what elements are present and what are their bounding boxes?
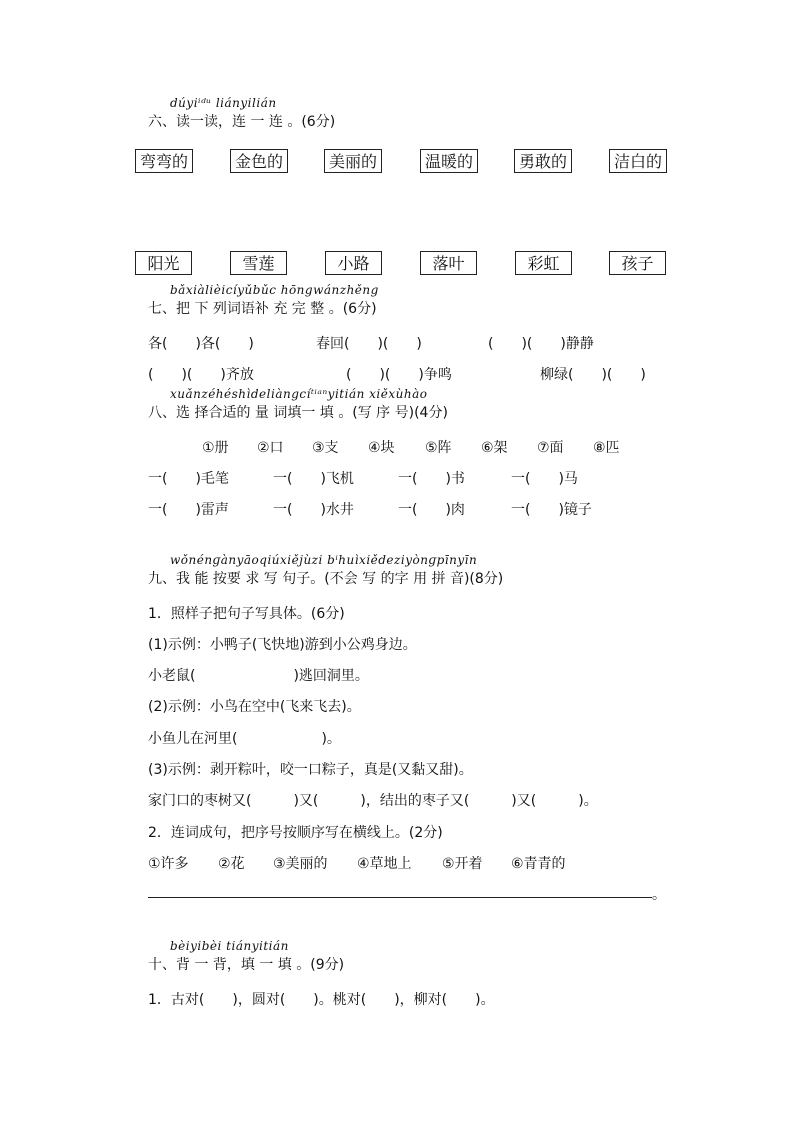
example-3: (3)示例：剥开粽叶，咬一口粽子，真是(又黏又甜)。	[148, 762, 473, 778]
option-item: ⑥架	[481, 440, 508, 456]
measure-blank[interactable]: 一( )水井	[273, 502, 354, 518]
section6-pinyin: dúyiⁱᵈᵘ liányilián	[170, 96, 277, 110]
bottom-word-box[interactable]: 阳光	[135, 251, 192, 275]
fill-item[interactable]: 各( )各( )	[148, 336, 254, 352]
option-item: ③支	[312, 440, 339, 456]
word-item: ②花	[218, 856, 245, 872]
question-2: 2．连词成句，把序号按顺序写在横线上。(2分)	[148, 825, 443, 841]
section8-heading: 八、选 择合适的 量 词填一 填 。(写 序 号)(4分)	[148, 405, 448, 421]
answer-line[interactable]	[148, 897, 652, 898]
section9-heading: 九、我 能 按要 求 写 句子。(不会 写 的字 用 拼 音)(8分)	[148, 571, 504, 587]
word-item: ④草地上	[357, 856, 412, 872]
answer-1[interactable]: 小老鼠( )逃回洞里。	[148, 668, 369, 684]
top-word-box[interactable]: 洁白的	[609, 149, 667, 173]
fill-item[interactable]: ( )( )齐放	[148, 367, 254, 383]
measure-blank[interactable]: 一( )毛笔	[148, 471, 229, 487]
option-item: ⑦面	[537, 440, 564, 456]
section7-pinyin: bǎxiàlièicíyǔbǔc hōngwánzhěng	[170, 283, 379, 297]
fill-item[interactable]: ( )( )争鸣	[346, 367, 452, 383]
option-item: ④块	[368, 440, 395, 456]
top-word-box[interactable]: 美丽的	[324, 149, 382, 173]
option-item: ①册	[202, 440, 229, 456]
section7-heading: 七、把 下 列词语补 充 完 整 。(6分)	[148, 301, 377, 317]
word-item: ①许多	[148, 856, 189, 872]
top-word-box[interactable]: 金色的	[230, 149, 288, 173]
section9-pinyin: wǒnénɡànyāoqiúxiějùzi bⁱhuìxiědeziyònɡpīnyīn	[170, 553, 478, 567]
section6-heading: 六、读一读，连 一 连 。(6分)	[148, 114, 336, 130]
fill-item[interactable]: 春回( )( )	[316, 336, 422, 352]
couplet-question[interactable]: 1．古对( )，圆对( )。桃对( )，柳对( )。	[148, 992, 495, 1008]
bottom-word-box[interactable]: 小路	[325, 251, 382, 275]
bottom-word-box[interactable]: 雪莲	[230, 251, 287, 275]
question-1: 1．照样子把句子写具体。(6分)	[148, 606, 345, 622]
bottom-word-box[interactable]: 孩子	[609, 251, 666, 275]
word-item: ⑥青青的	[511, 856, 566, 872]
option-item: ⑧匹	[593, 440, 620, 456]
end-period: 。	[652, 887, 666, 903]
measure-blank[interactable]: 一( )肉	[398, 502, 465, 518]
answer-3[interactable]: 家门口的枣树又( )又( )，结出的枣子又( )又( )。	[148, 793, 598, 809]
answer-2[interactable]: 小鱼儿在河里( )。	[148, 731, 341, 747]
top-word-box[interactable]: 弯弯的	[135, 149, 193, 173]
top-word-box[interactable]: 温暖的	[420, 149, 478, 173]
option-item: ②口	[257, 440, 284, 456]
word-item: ⑤开着	[442, 856, 483, 872]
example-1: (1)示例：小鸭子(飞快地)游到小公鸡身边。	[148, 637, 417, 653]
measure-blank[interactable]: 一( )马	[511, 471, 578, 487]
section10-heading: 十、背 一 背，填 一 填 。(9分)	[148, 957, 345, 973]
measure-blank[interactable]: 一( )书	[398, 471, 465, 487]
fill-item[interactable]: 柳绿( )( )	[540, 367, 646, 383]
option-item: ⑤阵	[425, 440, 452, 456]
example-2: (2)示例：小鸟在空中(飞来飞去)。	[148, 699, 361, 715]
bottom-word-box[interactable]: 彩虹	[515, 251, 572, 275]
measure-blank[interactable]: 一( )雷声	[148, 502, 229, 518]
measure-blank[interactable]: 一( )飞机	[273, 471, 354, 487]
measure-blank[interactable]: 一( )镜子	[511, 502, 592, 518]
fill-item[interactable]: ( )( )静静	[488, 336, 594, 352]
word-item: ③美丽的	[273, 856, 328, 872]
section8-pinyin: xuǎnzéhéshìdeliàngcíᵗⁱᵃⁿyitián xiěxùhào	[170, 387, 428, 401]
section10-pinyin: bèiyibèi tiányitián	[170, 939, 289, 953]
top-word-box[interactable]: 勇敢的	[514, 149, 572, 173]
bottom-word-box[interactable]: 落叶	[420, 251, 477, 275]
